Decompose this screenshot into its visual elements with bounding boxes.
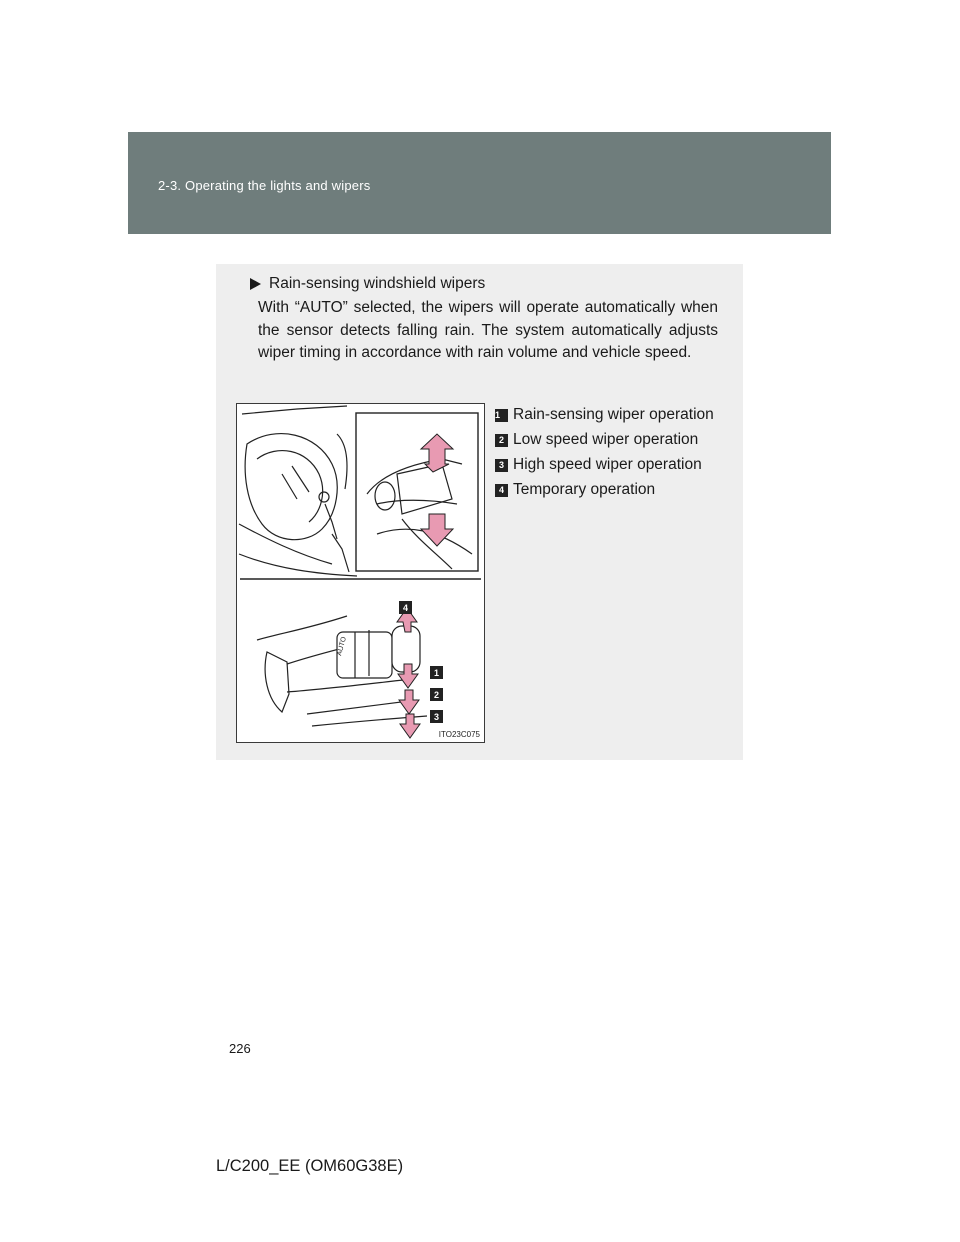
legend-text: Rain-sensing wiper operation bbox=[513, 406, 714, 423]
callout-1 bbox=[430, 666, 443, 679]
section-heading bbox=[250, 275, 485, 293]
legend-text: Low speed wiper operation bbox=[513, 431, 699, 448]
section-body: With “AUTO” selected, the wipers will operate automatically when the sensor detects falling rain. The system automatically adjusts wiper timing in accordance with rain volume and vehicle speed. bbox=[258, 299, 718, 361]
callout-2 bbox=[430, 688, 443, 701]
legend-item bbox=[495, 479, 720, 501]
callout-3 bbox=[430, 710, 443, 723]
section-heading-text: Rain-sensing windshield wipers bbox=[269, 275, 486, 292]
footer-code: L/C200_EE (OM60G38E) bbox=[216, 1157, 404, 1175]
header-bar bbox=[128, 132, 831, 234]
svg-text:1: 1 bbox=[433, 668, 440, 678]
legend-item bbox=[495, 404, 720, 426]
section-breadcrumb: 2-3. Operating the lights and wipers bbox=[158, 178, 371, 193]
wiper-lever-diagram bbox=[237, 404, 484, 742]
number-badge: 4 bbox=[495, 484, 508, 497]
triangle-bullet-icon bbox=[250, 278, 261, 290]
svg-text:3: 3 bbox=[433, 712, 440, 722]
legend-text: High speed wiper operation bbox=[513, 456, 702, 473]
legend-text: Temporary operation bbox=[513, 481, 656, 498]
svg-text:4: 4 bbox=[402, 603, 409, 613]
auto-position-label: AUTO bbox=[336, 636, 348, 657]
content-box bbox=[216, 264, 743, 760]
callout-4 bbox=[399, 601, 412, 614]
page-number: 226 bbox=[229, 1041, 251, 1056]
wiper-illustration bbox=[236, 403, 485, 743]
number-badge: 2 bbox=[495, 434, 508, 447]
legend-item bbox=[495, 429, 720, 451]
number-badge: 1 bbox=[495, 409, 508, 422]
legend-item bbox=[495, 454, 720, 476]
figure-code: ITO23C075 bbox=[438, 730, 480, 739]
legend bbox=[495, 404, 720, 504]
svg-text:2: 2 bbox=[433, 690, 440, 700]
number-badge: 3 bbox=[495, 459, 508, 472]
